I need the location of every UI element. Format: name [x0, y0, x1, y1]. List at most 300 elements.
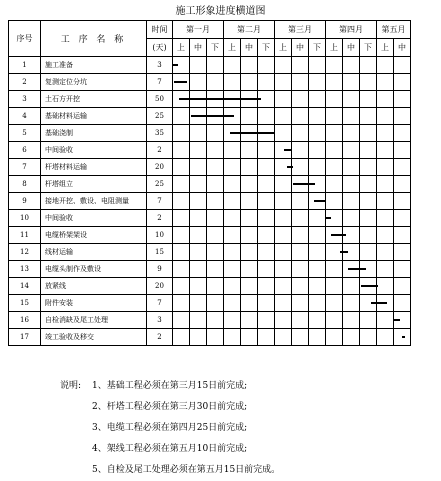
period-grid-cell — [207, 142, 224, 159]
period-grid-cell — [275, 57, 292, 74]
period-grid-cell — [292, 193, 309, 210]
schedule-bar — [402, 336, 405, 338]
period-grid-cell — [224, 176, 241, 193]
period-grid-cell — [377, 108, 394, 125]
task-duration: 3 — [147, 312, 173, 329]
task-seq: 7 — [9, 159, 41, 176]
period-grid-cell — [224, 295, 241, 312]
task-row — [9, 193, 411, 210]
period-grid-cell — [343, 312, 360, 329]
period-grid-cell — [275, 108, 292, 125]
schedule-bar — [293, 183, 315, 185]
period-grid-cell — [190, 210, 207, 227]
period-grid-cell — [326, 176, 343, 193]
task-row — [9, 74, 411, 91]
task-row — [9, 227, 411, 244]
period-grid-cell — [394, 142, 411, 159]
period-grid-cell — [360, 91, 377, 108]
schedule-bar — [394, 319, 400, 321]
period-grid-cell — [173, 295, 190, 312]
period-grid-cell — [207, 210, 224, 227]
task-row — [9, 312, 411, 329]
period-grid-cell — [241, 108, 258, 125]
period-grid-cell — [377, 329, 394, 346]
schedule-bar — [284, 149, 292, 151]
progress-table — [8, 20, 411, 346]
period-cell: 下 — [207, 39, 224, 57]
period-grid-cell — [224, 142, 241, 159]
period-grid-cell — [360, 210, 377, 227]
task-seq: 4 — [9, 108, 41, 125]
period-grid-cell — [224, 193, 241, 210]
chart-title: 施工形象进度横道图 — [175, 6, 266, 17]
task-seq: 14 — [9, 278, 41, 295]
period-grid-cell — [190, 125, 207, 142]
period-grid-cell — [190, 244, 207, 261]
period-grid-cell — [377, 176, 394, 193]
period-cell: 上 — [224, 39, 241, 57]
period-grid-cell — [258, 261, 275, 278]
period-grid-cell — [394, 91, 411, 108]
period-grid-cell — [360, 74, 377, 91]
task-name: 土石方开挖 — [41, 91, 147, 108]
task-duration: 2 — [147, 142, 173, 159]
period-grid-cell — [207, 159, 224, 176]
schedule-bar — [230, 132, 274, 134]
period-grid-cell — [326, 159, 343, 176]
period-grid-cell — [207, 329, 224, 346]
period-grid-cell — [207, 74, 224, 91]
period-grid-cell — [190, 57, 207, 74]
period-grid-cell — [377, 57, 394, 74]
task-name: 自检消缺及尾工处理 — [41, 312, 147, 329]
period-grid-cell — [224, 227, 241, 244]
period-grid-cell — [343, 210, 360, 227]
task-name: 复测定位分坑 — [41, 74, 147, 91]
note-text: 2、杆塔工程必须在第三月30日前完成; — [92, 402, 248, 412]
period-grid-cell — [292, 210, 309, 227]
task-seq: 8 — [9, 176, 41, 193]
period-grid-cell — [275, 278, 292, 295]
period-grid-cell — [309, 261, 326, 278]
period-grid-cell — [241, 295, 258, 312]
period-grid-cell — [343, 57, 360, 74]
schedule-bar — [326, 217, 331, 219]
period-grid-cell — [309, 227, 326, 244]
period-grid-cell — [326, 295, 343, 312]
period-grid-cell — [173, 159, 190, 176]
task-row — [9, 125, 411, 142]
period-grid-cell — [377, 74, 394, 91]
period-grid-cell — [343, 108, 360, 125]
task-row — [9, 329, 411, 346]
period-grid-cell — [343, 159, 360, 176]
period-grid-cell — [394, 278, 411, 295]
period-grid-cell — [292, 329, 309, 346]
note-text: 1、基础工程必须在第三月15日前完成; — [92, 381, 248, 391]
task-name: 杆塔组立 — [41, 176, 147, 193]
period-grid-cell — [326, 108, 343, 125]
period-grid-cell — [224, 74, 241, 91]
task-name: 线材运输 — [41, 244, 147, 261]
period-grid-cell — [275, 227, 292, 244]
task-duration: 2 — [147, 210, 173, 227]
period-grid-cell — [241, 210, 258, 227]
header-month-1: 第一月 — [173, 21, 224, 39]
period-grid-cell — [377, 193, 394, 210]
task-row — [9, 295, 411, 312]
period-grid-cell — [275, 125, 292, 142]
task-row — [9, 159, 411, 176]
note-text: 5、自检及尾工处理必须在第五月15日前完成。 — [92, 465, 281, 475]
period-grid-cell — [173, 125, 190, 142]
task-duration: 9 — [147, 261, 173, 278]
task-name: 竣工验收及移交 — [41, 329, 147, 346]
task-duration: 20 — [147, 159, 173, 176]
period-grid-cell — [190, 176, 207, 193]
note-line-2 — [60, 397, 280, 418]
period-grid-cell — [309, 57, 326, 74]
header-seq: 序号 — [9, 21, 41, 57]
period-grid-cell — [309, 74, 326, 91]
period-grid-cell — [224, 312, 241, 329]
period-grid-cell — [394, 193, 411, 210]
task-row — [9, 278, 411, 295]
period-grid-cell — [241, 74, 258, 91]
period-grid-cell — [241, 261, 258, 278]
period-grid-cell — [173, 142, 190, 159]
period-grid-cell — [224, 210, 241, 227]
period-grid-cell — [258, 227, 275, 244]
period-grid-cell — [309, 312, 326, 329]
note-text: 3、电缆工程必须在第四月25日前完成; — [92, 423, 248, 433]
period-grid-cell — [207, 57, 224, 74]
period-grid-cell — [292, 91, 309, 108]
task-seq: 3 — [9, 91, 41, 108]
note-line-1 — [60, 376, 280, 397]
period-grid-cell — [258, 142, 275, 159]
task-name: 基础浇制 — [41, 125, 147, 142]
period-grid-cell — [275, 261, 292, 278]
task-duration: 15 — [147, 244, 173, 261]
task-seq: 13 — [9, 261, 41, 278]
header-month-4: 第四月 — [326, 21, 377, 39]
schedule-bar — [348, 268, 367, 270]
period-grid-cell — [241, 159, 258, 176]
note-line-3 — [60, 418, 280, 439]
period-grid-cell — [275, 74, 292, 91]
period-grid-cell — [173, 329, 190, 346]
period-grid-cell — [343, 176, 360, 193]
period-grid-cell — [207, 176, 224, 193]
period-grid-cell — [360, 108, 377, 125]
task-name: 中间验收 — [41, 210, 147, 227]
period-cell: 中 — [394, 39, 411, 57]
period-grid-cell — [394, 57, 411, 74]
task-seq: 17 — [9, 329, 41, 346]
period-grid-cell — [360, 227, 377, 244]
period-grid-cell — [360, 244, 377, 261]
task-duration: 25 — [147, 176, 173, 193]
task-duration: 10 — [147, 227, 173, 244]
period-grid-cell — [292, 74, 309, 91]
schedule-bar — [179, 98, 261, 100]
period-grid-cell — [326, 278, 343, 295]
period-grid-cell — [207, 312, 224, 329]
period-cell: 中 — [292, 39, 309, 57]
period-grid-cell — [309, 295, 326, 312]
period-grid-cell — [275, 210, 292, 227]
period-grid-cell — [309, 244, 326, 261]
period-grid-cell — [190, 295, 207, 312]
schedule-bar — [314, 200, 326, 202]
period-grid-cell — [360, 142, 377, 159]
task-seq: 10 — [9, 210, 41, 227]
task-seq: 16 — [9, 312, 41, 329]
period-grid-cell — [292, 108, 309, 125]
period-grid-cell — [241, 57, 258, 74]
period-cell: 下 — [258, 39, 275, 57]
period-grid-cell — [173, 312, 190, 329]
schedule-bar — [191, 115, 234, 117]
note-line-5 — [60, 460, 280, 481]
period-grid-cell — [207, 227, 224, 244]
period-grid-cell — [377, 91, 394, 108]
period-grid-cell — [241, 142, 258, 159]
header-duration-unit: (天) — [147, 39, 173, 57]
schedule-bar — [340, 251, 348, 253]
period-grid-cell — [360, 125, 377, 142]
period-grid-cell — [207, 193, 224, 210]
task-name: 接地开挖、敷设、电阻测量 — [41, 193, 147, 210]
period-grid-cell — [394, 108, 411, 125]
period-grid-cell — [258, 74, 275, 91]
task-row — [9, 142, 411, 159]
note-line-4 — [60, 439, 280, 460]
period-grid-cell — [258, 176, 275, 193]
header-process-name: 工 序 名 称 — [41, 21, 147, 57]
period-grid-cell — [258, 312, 275, 329]
task-name: 放紧线 — [41, 278, 147, 295]
header-month-3: 第三月 — [275, 21, 326, 39]
period-grid-cell — [326, 125, 343, 142]
period-grid-cell — [190, 261, 207, 278]
period-grid-cell — [394, 261, 411, 278]
period-grid-cell — [173, 176, 190, 193]
period-grid-cell — [241, 278, 258, 295]
period-grid-cell — [394, 244, 411, 261]
period-grid-cell — [275, 193, 292, 210]
period-grid-cell — [258, 193, 275, 210]
period-grid-cell — [258, 57, 275, 74]
period-grid-cell — [360, 329, 377, 346]
schedule-bar — [361, 285, 378, 287]
period-grid-cell — [343, 74, 360, 91]
period-grid-cell — [190, 142, 207, 159]
period-grid-cell — [360, 193, 377, 210]
period-grid-cell — [377, 125, 394, 142]
period-grid-cell — [360, 312, 377, 329]
period-grid-cell — [241, 193, 258, 210]
period-grid-cell — [190, 278, 207, 295]
task-duration: 20 — [147, 278, 173, 295]
period-grid-cell — [292, 261, 309, 278]
header-month-5: 第五月 — [377, 21, 411, 39]
period-grid-cell — [292, 278, 309, 295]
period-grid-cell — [377, 278, 394, 295]
period-grid-cell — [326, 74, 343, 91]
task-seq: 11 — [9, 227, 41, 244]
period-grid-cell — [377, 142, 394, 159]
period-cell: 上 — [173, 39, 190, 57]
period-grid-cell — [394, 125, 411, 142]
period-grid-cell — [394, 295, 411, 312]
period-grid-cell — [394, 227, 411, 244]
period-grid-cell — [360, 176, 377, 193]
period-grid-cell — [326, 312, 343, 329]
period-grid-cell — [224, 278, 241, 295]
period-grid-cell — [258, 108, 275, 125]
period-grid-cell — [326, 91, 343, 108]
task-duration: 2 — [147, 329, 173, 346]
period-grid-cell — [309, 159, 326, 176]
period-grid-cell — [190, 159, 207, 176]
task-name: 基础材料运输 — [41, 108, 147, 125]
period-grid-cell — [224, 329, 241, 346]
period-grid-cell — [292, 159, 309, 176]
period-grid-cell — [258, 244, 275, 261]
task-seq: 6 — [9, 142, 41, 159]
period-grid-cell — [377, 210, 394, 227]
period-grid-cell — [394, 74, 411, 91]
period-grid-cell — [309, 329, 326, 346]
period-grid-cell — [394, 176, 411, 193]
period-grid-cell — [258, 210, 275, 227]
period-grid-cell — [224, 261, 241, 278]
period-grid-cell — [292, 227, 309, 244]
task-seq: 2 — [9, 74, 41, 91]
period-grid-cell — [190, 227, 207, 244]
task-seq: 1 — [9, 57, 41, 74]
period-grid-cell — [309, 125, 326, 142]
period-cell: 中 — [190, 39, 207, 57]
task-seq: 15 — [9, 295, 41, 312]
period-grid-cell — [258, 159, 275, 176]
period-grid-cell — [190, 312, 207, 329]
period-grid-cell — [207, 261, 224, 278]
period-cell: 上 — [275, 39, 292, 57]
period-grid-cell — [241, 244, 258, 261]
period-grid-cell — [275, 295, 292, 312]
period-grid-cell — [343, 193, 360, 210]
period-grid-cell — [258, 295, 275, 312]
period-grid-cell — [326, 142, 343, 159]
period-grid-cell — [258, 329, 275, 346]
period-grid-cell — [309, 91, 326, 108]
period-grid-cell — [224, 244, 241, 261]
period-grid-cell — [292, 142, 309, 159]
schedule-bar — [287, 166, 293, 168]
period-grid-cell — [292, 312, 309, 329]
period-grid-cell — [173, 108, 190, 125]
period-grid-cell — [190, 193, 207, 210]
period-grid-cell — [343, 125, 360, 142]
task-row — [9, 244, 411, 261]
notes — [60, 376, 280, 481]
period-grid-cell — [377, 244, 394, 261]
period-grid-cell — [173, 227, 190, 244]
period-grid-cell — [275, 176, 292, 193]
notes-label: 说明: — [60, 381, 82, 391]
period-grid-cell — [292, 295, 309, 312]
schedule-bar — [173, 64, 179, 66]
period-grid-cell — [377, 312, 394, 329]
period-grid-cell — [377, 227, 394, 244]
schedule-bar — [174, 81, 187, 83]
period-grid-cell — [190, 329, 207, 346]
period-grid-cell — [207, 244, 224, 261]
period-grid-cell — [292, 57, 309, 74]
period-grid-cell — [275, 244, 292, 261]
note-text: 4、架线工程必须在第五月10日前完成; — [92, 444, 248, 454]
task-name: 附件安装 — [41, 295, 147, 312]
period-grid-cell — [275, 329, 292, 346]
period-grid-cell — [343, 142, 360, 159]
task-duration: 3 — [147, 57, 173, 74]
period-grid-cell — [241, 329, 258, 346]
period-grid-cell — [309, 210, 326, 227]
period-grid-cell — [377, 159, 394, 176]
schedule-bar — [371, 302, 387, 304]
period-grid-cell — [309, 108, 326, 125]
task-duration: 7 — [147, 295, 173, 312]
period-grid-cell — [326, 329, 343, 346]
period-grid-cell — [241, 176, 258, 193]
task-duration: 35 — [147, 125, 173, 142]
period-grid-cell — [173, 193, 190, 210]
task-row — [9, 210, 411, 227]
period-grid-cell — [207, 125, 224, 142]
period-cell: 中 — [241, 39, 258, 57]
task-row — [9, 176, 411, 193]
task-duration: 25 — [147, 108, 173, 125]
schedule-bar — [331, 234, 346, 236]
period-grid-cell — [343, 91, 360, 108]
period-grid-cell — [360, 159, 377, 176]
period-grid-cell — [394, 159, 411, 176]
period-grid-cell — [343, 329, 360, 346]
task-duration: 7 — [147, 193, 173, 210]
period-cell: 上 — [326, 39, 343, 57]
period-grid-cell — [224, 159, 241, 176]
header-month-2: 第二月 — [224, 21, 275, 39]
task-name: 杆塔材料运输 — [41, 159, 147, 176]
period-grid-cell — [173, 244, 190, 261]
period-grid-cell — [173, 278, 190, 295]
task-row — [9, 57, 411, 74]
period-grid-cell — [241, 312, 258, 329]
period-grid-cell — [275, 91, 292, 108]
period-grid-cell — [326, 57, 343, 74]
period-grid-cell — [207, 295, 224, 312]
task-name: 电缆头制作及敷设 — [41, 261, 147, 278]
task-duration: 7 — [147, 74, 173, 91]
period-grid-cell — [190, 74, 207, 91]
period-grid-cell — [224, 57, 241, 74]
period-grid-cell — [292, 244, 309, 261]
task-seq: 12 — [9, 244, 41, 261]
period-grid-cell — [275, 312, 292, 329]
